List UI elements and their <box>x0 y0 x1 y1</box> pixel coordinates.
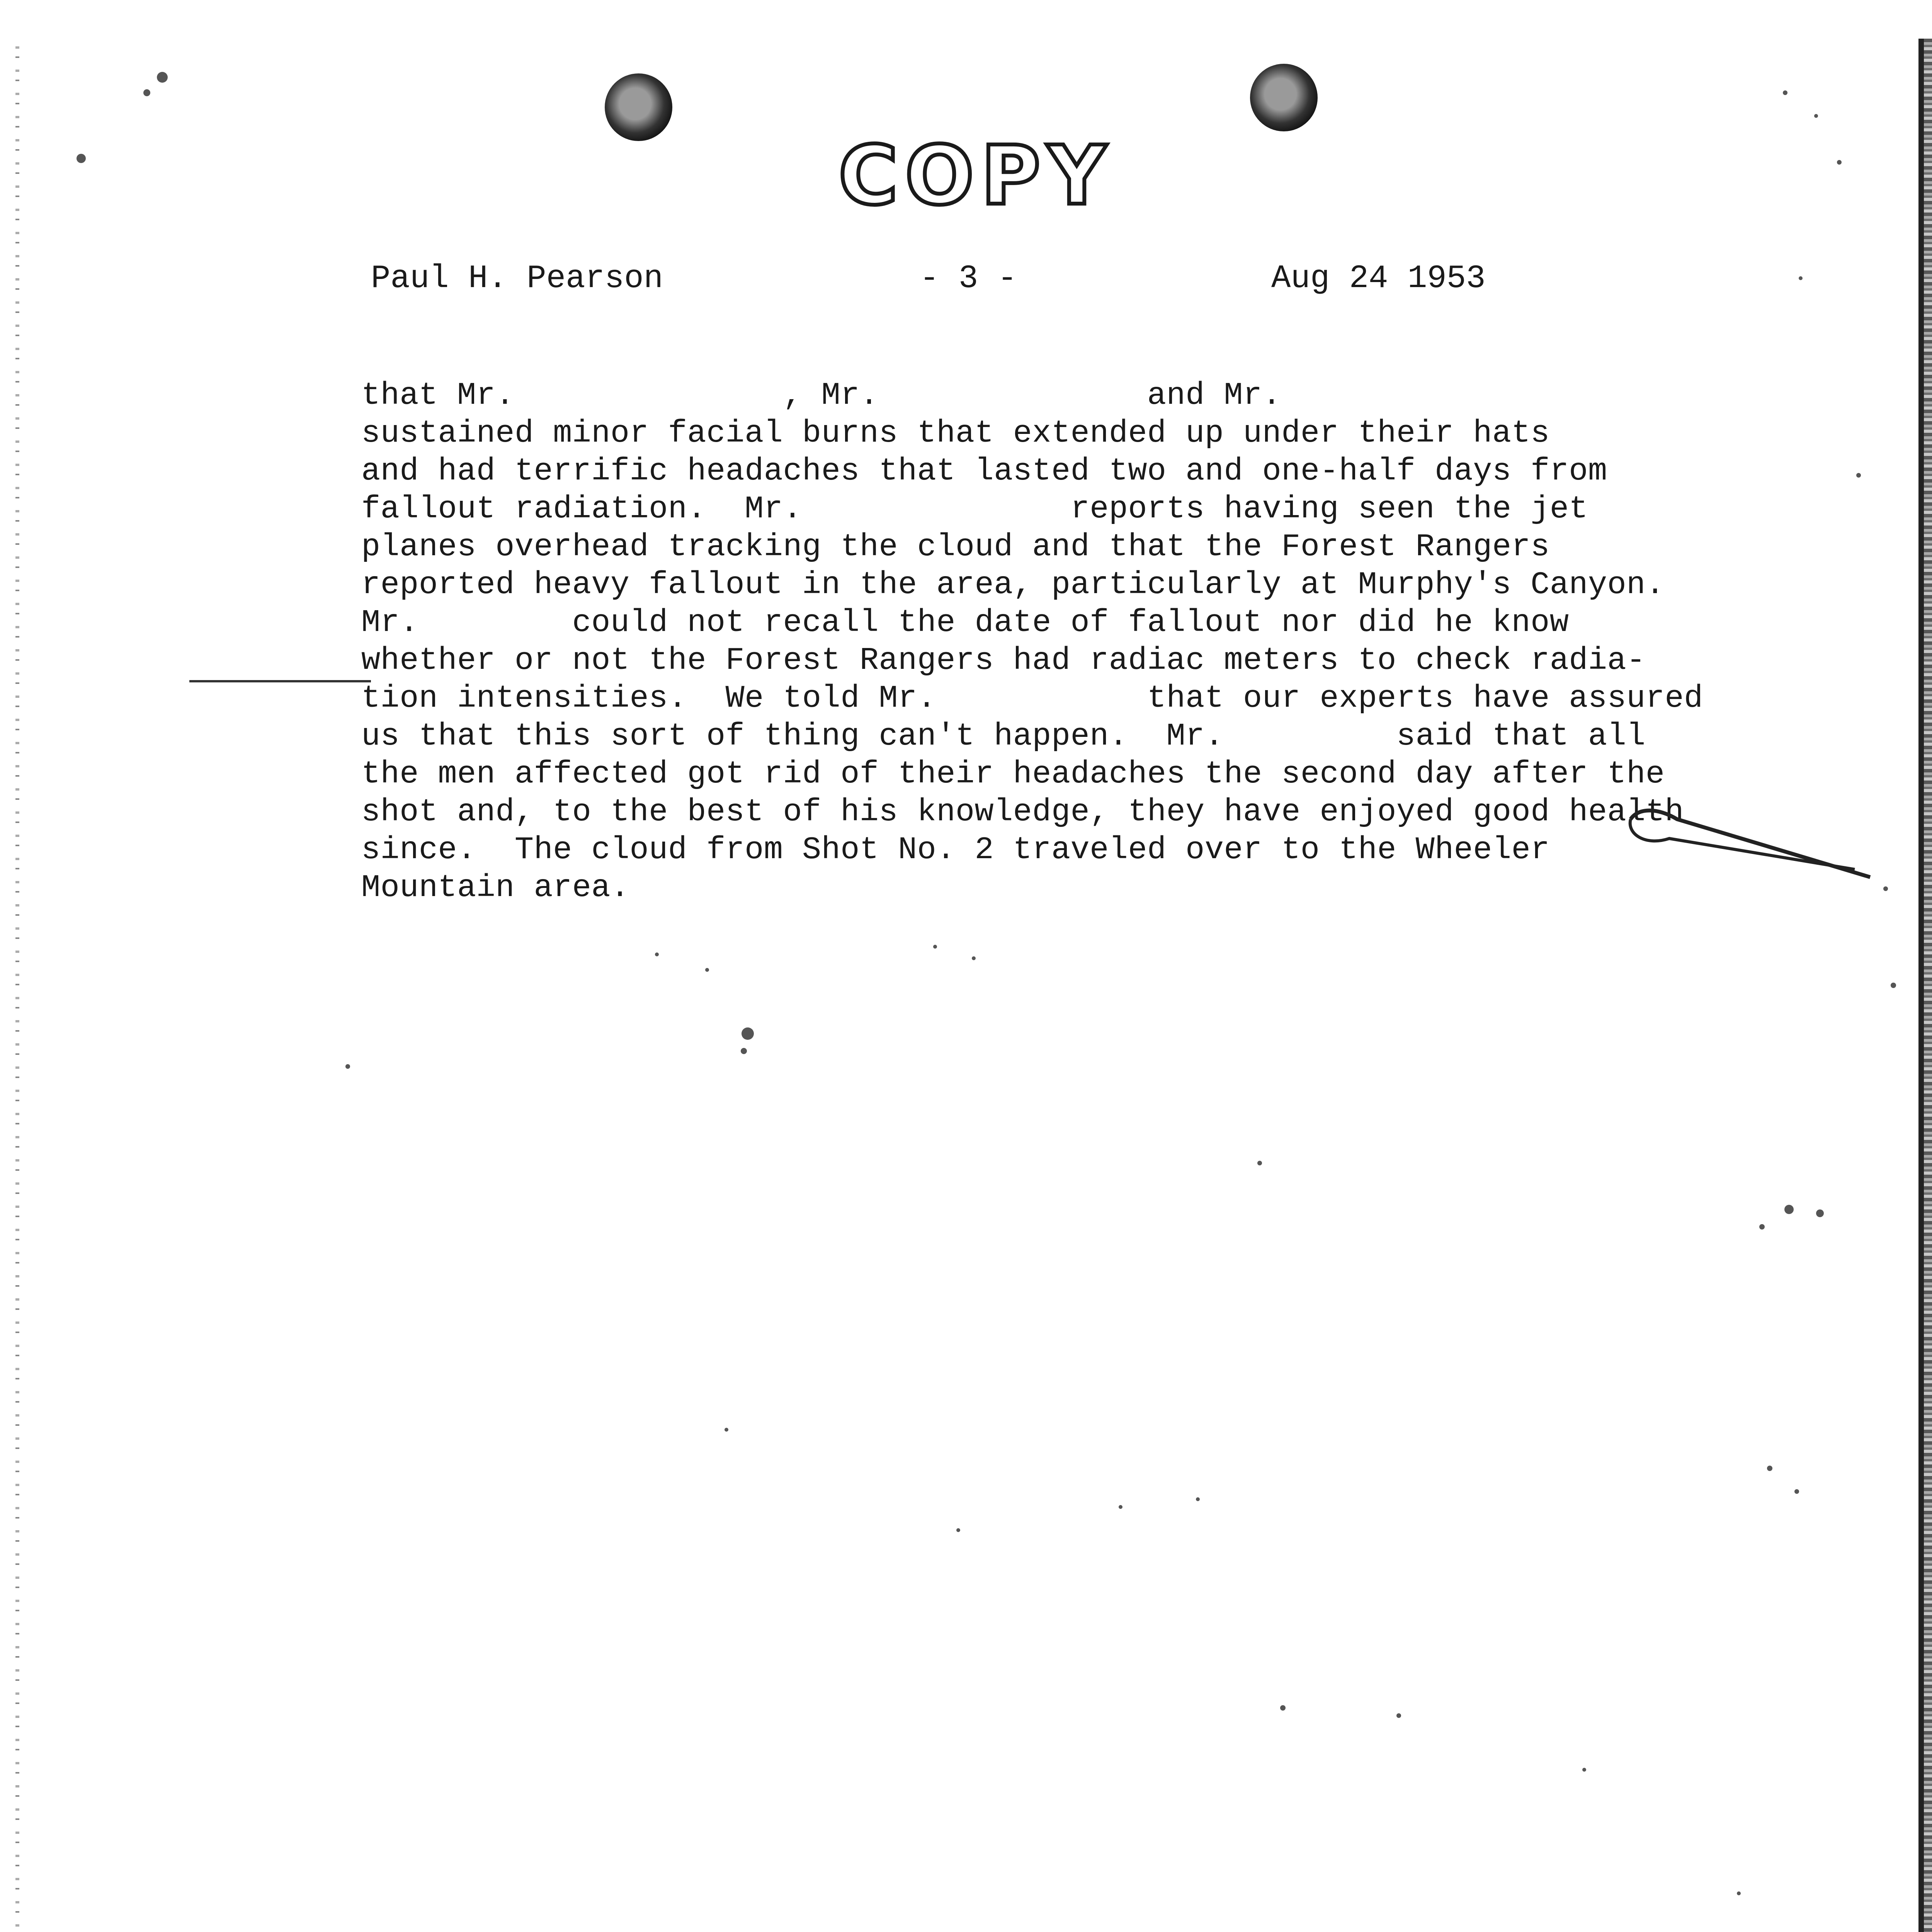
body-line: Mountain area. <box>361 870 630 906</box>
body-line: that Mr. , Mr. and Mr. <box>361 378 1282 413</box>
body-line: us that this sort of thing can't happen. Mr. said that all <box>361 718 1646 754</box>
body-line: reported heavy fallout in the area, particularly at Murphy's Canyon. <box>361 567 1665 603</box>
body-line: fallout radiation. Mr. reports having seen the jet <box>361 491 1588 527</box>
body-line: the men affected got rid of their headaches the second day after the <box>361 756 1665 792</box>
body-line: sustained minor facial burns that extended up under their hats <box>361 415 1550 451</box>
body-line: whether or not the Forest Rangers had radiac meters to check radia- <box>361 643 1646 679</box>
body-line: shot and, to the best of his knowledge, they have enjoyed good health <box>361 794 1684 830</box>
body-line: Mr. could not recall the date of fallout nor did he know <box>361 605 1569 641</box>
copy-stamp-top: COPY <box>838 128 1113 223</box>
body-line: planes overhead tracking the cloud and that the Forest Rangers <box>361 529 1550 565</box>
page-indicator: - 3 - <box>920 260 1017 297</box>
recipient-name: Paul H. Pearson <box>371 260 663 297</box>
body-line: and had terrific headaches that lasted two and one-half days from <box>361 453 1607 489</box>
letter-date: Aug 24 1953 <box>1271 260 1486 297</box>
body-line: since. The cloud from Shot No. 2 traveled over to the Wheeler <box>361 832 1550 868</box>
body-line: tion intensities. We told Mr. that our experts have assured <box>361 680 1703 716</box>
